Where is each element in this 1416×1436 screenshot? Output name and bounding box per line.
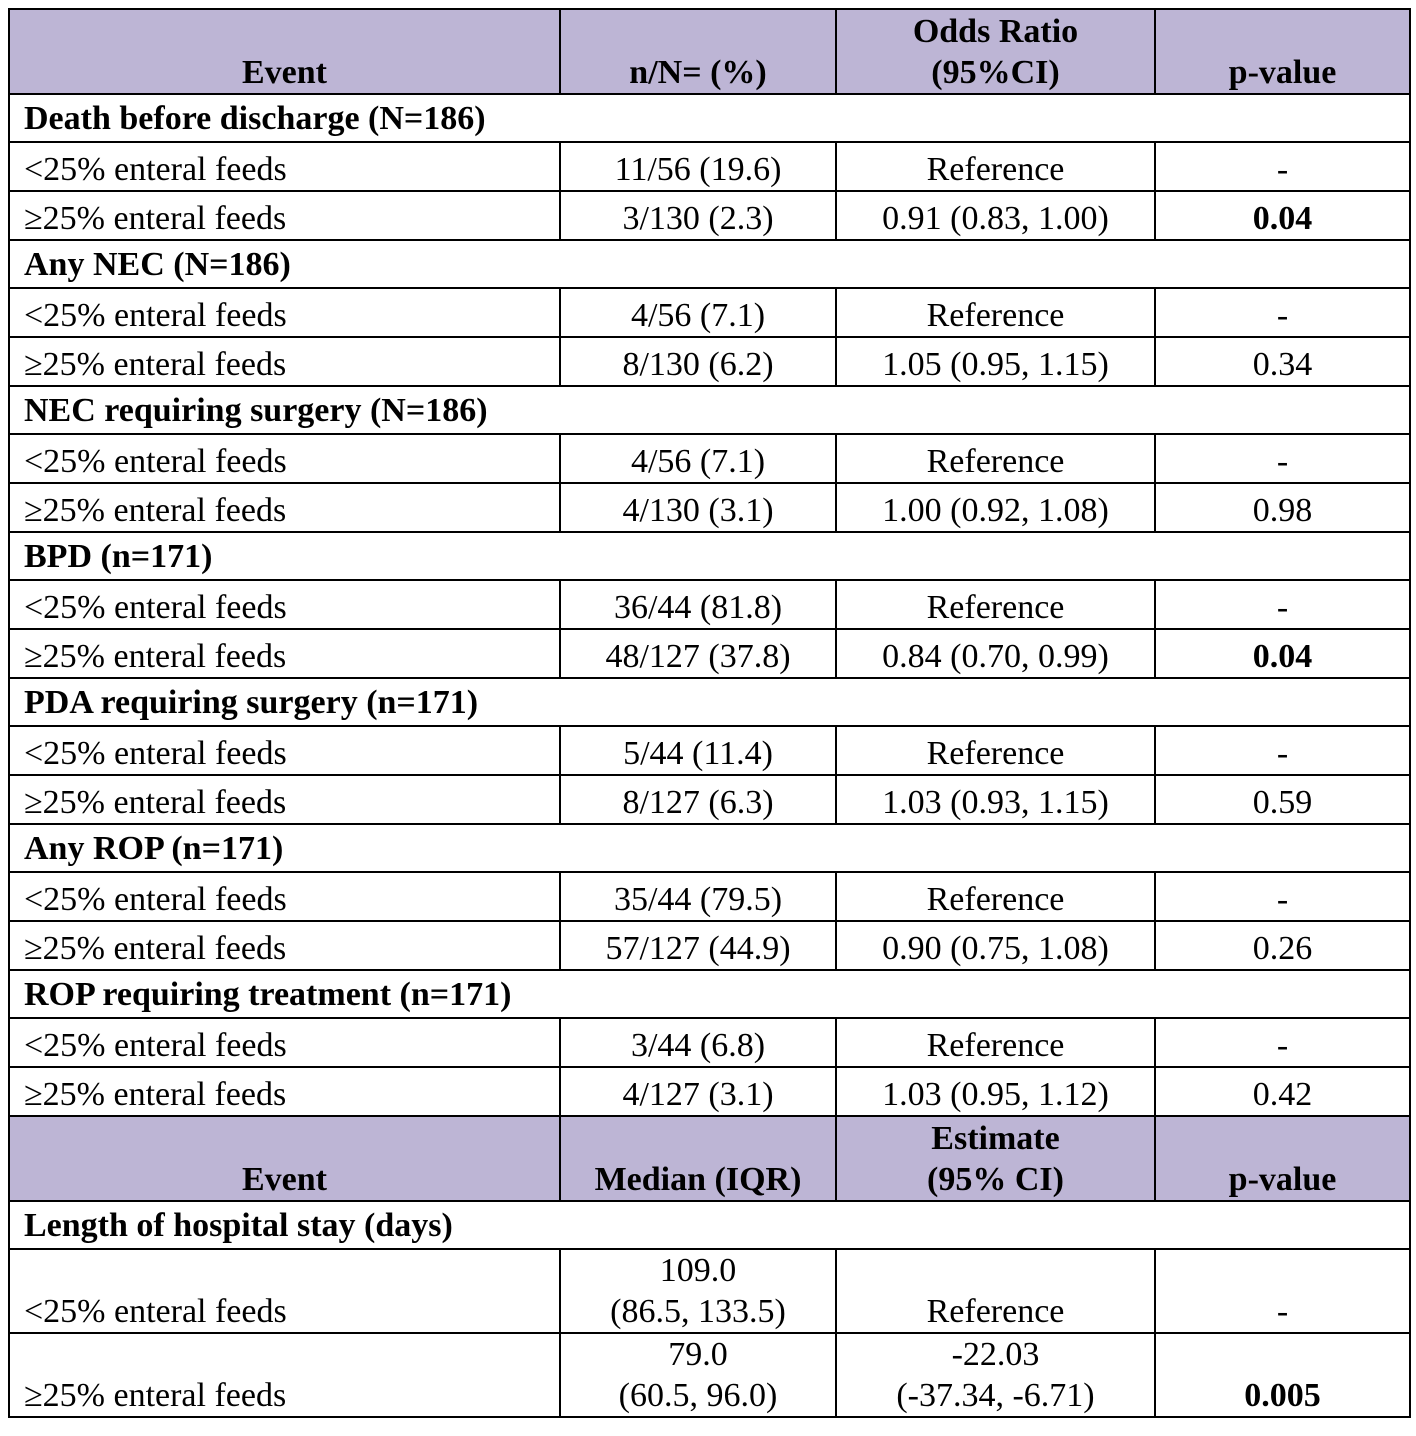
- group-row: [9, 678, 1410, 726]
- row-label: <25% enteral feeds: [9, 580, 560, 629]
- row-label: ≥25% enteral feeds: [9, 629, 560, 678]
- group-row: [9, 386, 1410, 434]
- count-cell: 35/44 (79.5): [560, 872, 836, 921]
- odds-ratio-cell: 1.03 (0.95, 1.12): [836, 1067, 1155, 1116]
- count-cell: 4/56 (7.1): [560, 288, 836, 337]
- p-value-cell: -: [1155, 434, 1410, 483]
- col-header-p-value: p-value: [1155, 9, 1410, 94]
- count-cell: 8/130 (6.2): [560, 337, 836, 386]
- row-label: ≥25% enteral feeds: [9, 1333, 560, 1417]
- p-value-cell: 0.34: [1155, 337, 1410, 386]
- group-title: Length of hospital stay (days): [9, 1201, 1410, 1249]
- table-row: [9, 337, 1410, 386]
- p-value-cell: -: [1155, 726, 1410, 775]
- estimate-line1: Estimate: [931, 1120, 1060, 1157]
- header-row-estimate: [9, 1116, 1410, 1201]
- group-title: NEC requiring surgery (N=186): [9, 386, 1410, 434]
- row-label: <25% enteral feeds: [9, 434, 560, 483]
- odds-ratio-cell: Reference: [836, 580, 1155, 629]
- table-row: [9, 1018, 1410, 1067]
- row-label: <25% enteral feeds: [9, 726, 560, 775]
- p-value-cell: -: [1155, 872, 1410, 921]
- p-value-cell: -: [1155, 1018, 1410, 1067]
- outcomes-table: [8, 8, 1411, 1418]
- table-row: [9, 921, 1410, 970]
- odds-ratio-line1: Odds Ratio: [912, 13, 1079, 50]
- group-title: PDA requiring surgery (n=171): [9, 678, 1410, 726]
- row-label: ≥25% enteral feeds: [9, 921, 560, 970]
- p-value-cell: -: [1155, 580, 1410, 629]
- groups-body: [9, 94, 1410, 1116]
- group-row: [9, 240, 1410, 288]
- col-header-odds-ratio: [836, 9, 1155, 94]
- odds-ratio-cell: 1.03 (0.93, 1.15): [836, 775, 1155, 824]
- table-row: [9, 191, 1410, 240]
- table-row: [9, 288, 1410, 337]
- table-row: [9, 434, 1410, 483]
- odds-ratio-cell: 0.90 (0.75, 1.08): [836, 921, 1155, 970]
- odds-ratio-cell: 0.84 (0.70, 0.99): [836, 629, 1155, 678]
- col-header-median: Median (IQR): [560, 1116, 836, 1201]
- estimate-value: -22.03: [951, 1336, 1040, 1373]
- table-row: [9, 483, 1410, 532]
- p-value-cell: -: [1155, 288, 1410, 337]
- col-header-event: Event: [9, 9, 560, 94]
- odds-ratio-cell: Reference: [836, 288, 1155, 337]
- table-row: [9, 726, 1410, 775]
- count-cell: 3/130 (2.3): [560, 191, 836, 240]
- row-label: <25% enteral feeds: [9, 1249, 560, 1333]
- p-value-cell: 0.005: [1155, 1333, 1410, 1417]
- count-cell: 8/127 (6.3): [560, 775, 836, 824]
- group-row: [9, 94, 1410, 142]
- odds-ratio-cell: 1.00 (0.92, 1.08): [836, 483, 1155, 532]
- col-header-estimate: [836, 1116, 1155, 1201]
- estimate-ci: Reference: [926, 1293, 1065, 1330]
- group-title: ROP requiring treatment (n=171): [9, 970, 1410, 1018]
- median-cell: [560, 1249, 836, 1333]
- median-iqr: (86.5, 133.5): [610, 1293, 786, 1330]
- group-row: [9, 824, 1410, 872]
- odds-ratio-cell: Reference: [836, 872, 1155, 921]
- table-row: [9, 580, 1410, 629]
- count-cell: 4/127 (3.1): [560, 1067, 836, 1116]
- p-value-cell: 0.59: [1155, 775, 1410, 824]
- count-cell: 4/130 (3.1): [560, 483, 836, 532]
- median-cell: [560, 1333, 836, 1417]
- col-header-n: n/N= (%): [560, 9, 836, 94]
- count-cell: 57/127 (44.9): [560, 921, 836, 970]
- table-row: [9, 142, 1410, 191]
- odds-ratio-cell: Reference: [836, 434, 1155, 483]
- odds-ratio-cell: Reference: [836, 142, 1155, 191]
- median-iqr: (60.5, 96.0): [618, 1377, 778, 1414]
- row-label: ≥25% enteral feeds: [9, 1067, 560, 1116]
- table-row: [9, 629, 1410, 678]
- odds-ratio-cell: 0.91 (0.83, 1.00): [836, 191, 1155, 240]
- group-title: Any NEC (N=186): [9, 240, 1410, 288]
- row-label: ≥25% enteral feeds: [9, 483, 560, 532]
- odds-ratio-cell: Reference: [836, 726, 1155, 775]
- count-cell: 3/44 (6.8): [560, 1018, 836, 1067]
- group-row: [9, 532, 1410, 580]
- group-row: [9, 970, 1410, 1018]
- p-value-cell: 0.04: [1155, 191, 1410, 240]
- count-cell: 48/127 (37.8): [560, 629, 836, 678]
- table-row: [9, 1249, 1410, 1333]
- median-value: 79.0: [668, 1336, 728, 1373]
- header-row-odds: [9, 9, 1410, 94]
- row-label: <25% enteral feeds: [9, 872, 560, 921]
- odds-ratio-cell: Reference: [836, 1018, 1155, 1067]
- row-label: ≥25% enteral feeds: [9, 191, 560, 240]
- p-value-cell: 0.98: [1155, 483, 1410, 532]
- median-value: 109.0: [659, 1252, 737, 1289]
- odds-ratio-cell: 1.05 (0.95, 1.15): [836, 337, 1155, 386]
- estimate-ci: (-37.34, -6.71): [896, 1377, 1095, 1414]
- p-value-cell: -: [1155, 142, 1410, 191]
- p-value-cell: -: [1155, 1249, 1410, 1333]
- p-value-cell: 0.42: [1155, 1067, 1410, 1116]
- group-title: Any ROP (n=171): [9, 824, 1410, 872]
- row-label: <25% enteral feeds: [9, 142, 560, 191]
- count-cell: 4/56 (7.1): [560, 434, 836, 483]
- table-row: [9, 1333, 1410, 1417]
- group-row-length-of-stay: [9, 1201, 1410, 1249]
- p-value-cell: 0.04: [1155, 629, 1410, 678]
- table-row: [9, 872, 1410, 921]
- count-cell: 36/44 (81.8): [560, 580, 836, 629]
- p-value-cell: 0.26: [1155, 921, 1410, 970]
- row-label: <25% enteral feeds: [9, 1018, 560, 1067]
- estimate-line2: (95% CI): [927, 1161, 1064, 1198]
- row-label: <25% enteral feeds: [9, 288, 560, 337]
- table-row: [9, 1067, 1410, 1116]
- group-title: Death before discharge (N=186): [9, 94, 1410, 142]
- estimate-cell: [836, 1333, 1155, 1417]
- col-header-event-2: Event: [9, 1116, 560, 1201]
- table-row: [9, 775, 1410, 824]
- row-label: ≥25% enteral feeds: [9, 775, 560, 824]
- odds-ratio-line2: (95%CI): [931, 54, 1060, 91]
- row-label: ≥25% enteral feeds: [9, 337, 560, 386]
- col-header-p-value-2: p-value: [1155, 1116, 1410, 1201]
- group-title: BPD (n=171): [9, 532, 1410, 580]
- count-cell: 5/44 (11.4): [560, 726, 836, 775]
- estimate-cell: [836, 1249, 1155, 1333]
- count-cell: 11/56 (19.6): [560, 142, 836, 191]
